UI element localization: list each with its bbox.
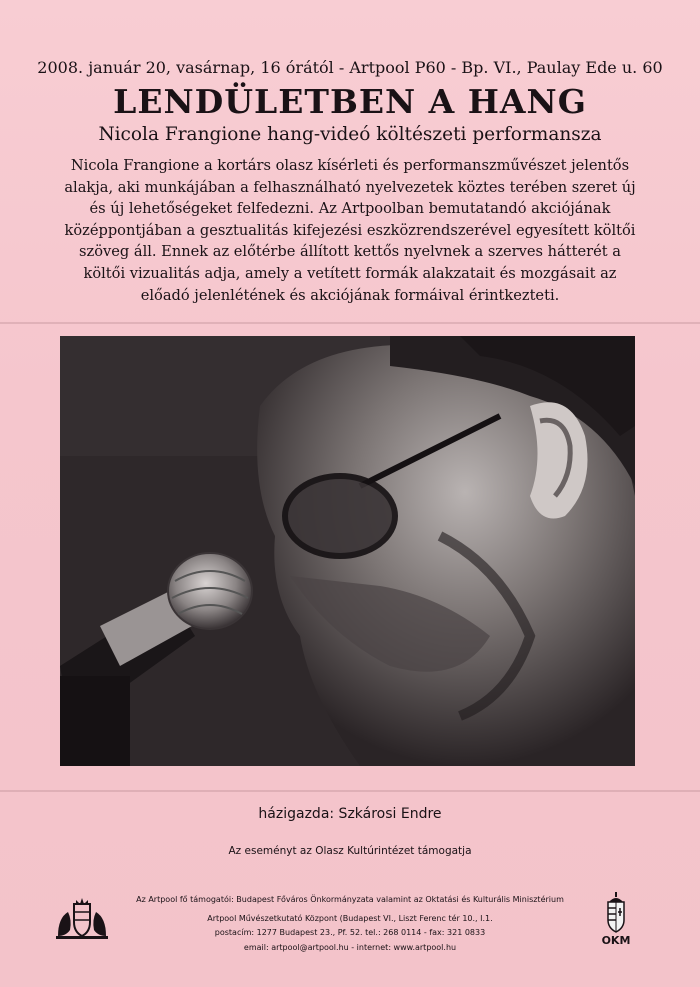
description-paragraph [60, 155, 640, 306]
footer-postal: postacím: 1277 Budapest 23., Pf. 52. tel.: 268 0114 - fax: 321 0833 [214, 928, 486, 937]
description-line: Nicola Frangione a kortárs olasz kísérleti és performanszművészet jelentős [70, 157, 630, 174]
page-title: LENDÜLETBEN A HANG [113, 82, 587, 121]
fold-line [0, 322, 700, 324]
host-line: házigazda: Szkárosi Endre [258, 806, 442, 822]
description-line: és új lehetőségeket felfedezni. Az Artpoolban bemutatandó akciójának [89, 200, 611, 218]
description-line: alakja, aki munkájában a felhasználható nyelvezetek köztes terében szeret új [64, 178, 636, 196]
description-line: előadó jelenlétének és akciójának formáival érintkezteti. [140, 286, 560, 304]
footer-contact: email: artpool@artpool.hu - internet: www.artpool.hu [243, 942, 457, 952]
footer-address: Artpool Művészetkutató Központ (Budapest VI., Liszt Ferenc tér 10., I.1. [207, 913, 493, 923]
page-subtitle: Nicola Frangione hang-videó költészeti performansza [98, 124, 602, 145]
description-line: szöveg áll. Ennek az előtérbe állított kettős nyelvnek a szerves hátterét a [79, 243, 621, 261]
event-date-line: 2008. január 20, vasárnap, 16 órától - Artpool P60 - Bp. VI., Paulay Ede u. 60 [37, 58, 663, 77]
fold-line [0, 790, 700, 792]
description-line: középpontjában a gesztualitás kifejezési eszközrendszerével egyesített költői [64, 221, 636, 239]
description-line: költői vizualitás adja, amely a vetített formák alakzatait és mozgásait az [83, 264, 617, 282]
hungarian-coat-of-arms-icon [590, 892, 642, 934]
okm-logo-text: OKM [601, 934, 631, 947]
performer-photo [60, 336, 635, 766]
footer-info [120, 893, 580, 955]
budapest-coat-of-arms-icon [52, 896, 112, 942]
okm-logo [590, 892, 642, 952]
sponsor-line: Az eseményt az Olasz Kultúrintézet támogatja [228, 845, 472, 857]
footer-supporters: Az Artpool fő támogatói: Budapest Főváros Önkormányzata valamint az Oktatási és Kulturális Minisztérium [136, 895, 564, 904]
performer-photo-illustration [60, 336, 635, 766]
